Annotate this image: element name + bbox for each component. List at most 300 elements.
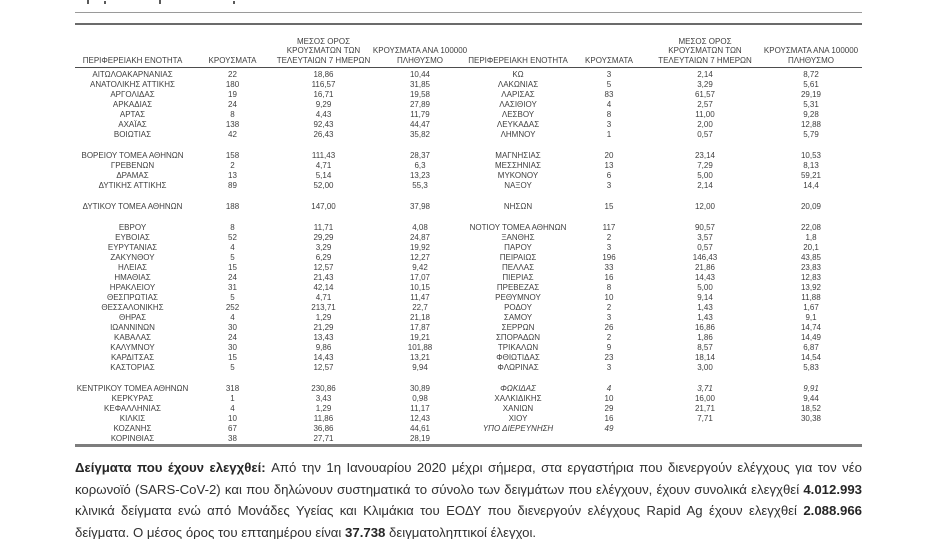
cases-value: 3 bbox=[606, 363, 612, 372]
per100k-value: 10,44 bbox=[409, 70, 431, 79]
region-name: ΧΑΝΙΩΝ bbox=[502, 404, 534, 413]
cases-value: 15 bbox=[228, 263, 237, 272]
region-name: ΠΑΡΟΥ bbox=[504, 243, 532, 252]
avg7-value: 1,43 bbox=[697, 313, 713, 322]
avg7-value: 9,14 bbox=[697, 293, 713, 302]
region-name: ΧΑΛΚΙΔΙΚΗΣ bbox=[494, 394, 542, 403]
horizontal-divider bbox=[75, 12, 862, 13]
region-name: ΘΗΡΑΣ bbox=[118, 313, 147, 322]
region-name: ΑΡΤΑΣ bbox=[119, 110, 146, 119]
per100k-value: 20,1 bbox=[803, 243, 819, 252]
table-row bbox=[75, 100, 862, 110]
avg7-value: 27,71 bbox=[313, 434, 334, 443]
per100k-value: 18,52 bbox=[800, 404, 822, 413]
region-name: ΑΙΤΩΛΟΑΚΑΡΝΑΝΙΑΣ bbox=[92, 70, 173, 79]
cases-value: 2 bbox=[230, 161, 235, 170]
per100k-value: 30,89 bbox=[409, 384, 431, 393]
avg7-value: 4,71 bbox=[315, 293, 332, 302]
per100k-value: 23,83 bbox=[800, 263, 822, 272]
per100k-value: 9,42 bbox=[412, 263, 428, 272]
cases-value: 52 bbox=[228, 233, 237, 242]
region-name: ΚΕΦΑΛΛΗΝΙΑΣ bbox=[104, 404, 161, 413]
region-name: ΚΑΡΔΙΤΣΑΣ bbox=[110, 353, 155, 362]
region-name: ΡΕΘΥΜΝΟΥ bbox=[495, 293, 541, 302]
per100k-value: 27,89 bbox=[409, 100, 431, 109]
region-name: ΜΥΚΟΝΟΥ bbox=[497, 171, 539, 180]
region-name: ΑΡΚΑΔΙΑΣ bbox=[112, 100, 153, 109]
cases-value bbox=[568, 434, 650, 446]
cases-value: 158 bbox=[225, 151, 240, 160]
column-header-per100k-left: ΚΡΟΥΣΜΑΤΑ ΑΝΑ 100000 ΠΛΗΘΥΣΜΟ bbox=[372, 24, 468, 68]
avg7-value: 21,86 bbox=[694, 263, 716, 272]
per100k-value: 13,92 bbox=[800, 283, 822, 292]
avg7-value: 147,00 bbox=[311, 202, 336, 211]
per100k-value: 8,13 bbox=[803, 161, 819, 170]
cases-value: 5 bbox=[230, 293, 235, 302]
cases-value: 23 bbox=[604, 353, 614, 362]
per100k-value: 9,1 bbox=[805, 313, 817, 322]
region-name: ΒΟΡΕΙΟΥ ΤΟΜΕΑ ΑΘΗΝΩΝ bbox=[81, 151, 184, 160]
table-row bbox=[75, 233, 862, 243]
avg7-value: 213,71 bbox=[311, 303, 336, 312]
region-name: ΠΡΕΒΕΖΑΣ bbox=[496, 283, 540, 292]
region-name: ΕΥΒΟΙΑΣ bbox=[115, 233, 150, 242]
region-name: ΔΡΑΜΑΣ bbox=[116, 171, 149, 180]
cases-value: 20 bbox=[604, 151, 614, 160]
body-text: δείγματα. Ο μέσος όρος του επταημέρου είναι bbox=[75, 524, 346, 539]
region-name: ΞΑΝΘΗΣ bbox=[501, 233, 535, 242]
column-header-cases-right: ΚΡΟΥΣΜΑΤΑ bbox=[568, 24, 650, 68]
avg7-value: 8,57 bbox=[697, 343, 713, 352]
cases-value: 4 bbox=[230, 404, 235, 413]
avg7-value: 16,00 bbox=[694, 394, 716, 403]
avg7-value: 5,00 bbox=[697, 171, 713, 180]
region-name: ΜΕΣΣΗΝΙΑΣ bbox=[495, 161, 541, 170]
per100k-value: 20,09 bbox=[800, 202, 822, 211]
cases-value: 117 bbox=[602, 223, 616, 232]
table-row bbox=[75, 181, 862, 191]
avg7-value: 12,57 bbox=[313, 263, 334, 272]
per100k-value: 14,4 bbox=[803, 181, 819, 190]
body-text: δειγματοληπτικοί έλεγχοι. bbox=[385, 524, 537, 539]
table-row bbox=[75, 68, 862, 81]
cases-value: 49 bbox=[604, 424, 614, 433]
region-name: ΣΕΡΡΩΝ bbox=[501, 323, 535, 332]
region-name: ΦΩΚΙΔΑΣ bbox=[500, 384, 536, 393]
avg7-value: 7,71 bbox=[697, 414, 713, 423]
avg7-value: 29,29 bbox=[313, 233, 334, 242]
per100k-value: 17,07 bbox=[409, 273, 431, 282]
cases-value: 26 bbox=[604, 323, 614, 332]
avg7-value: 11,71 bbox=[313, 223, 334, 232]
table-row bbox=[75, 323, 862, 333]
avg7-value: 36,86 bbox=[313, 424, 334, 433]
cases-value: 8 bbox=[606, 283, 612, 292]
avg7-value: 1,86 bbox=[697, 333, 713, 342]
samples-tested-paragraph bbox=[75, 457, 862, 539]
cases-value: 196 bbox=[602, 253, 616, 262]
cases-value: 6 bbox=[606, 171, 612, 180]
cases-value: 3 bbox=[606, 181, 612, 190]
region-name: ΠΙΕΡΙΑΣ bbox=[502, 273, 534, 282]
table-row bbox=[75, 171, 862, 181]
region-name: ΚΩ bbox=[512, 70, 524, 79]
cases-value: 31 bbox=[228, 283, 237, 292]
per100k-value: 4,08 bbox=[412, 223, 428, 232]
avg7-value: 0,57 bbox=[697, 243, 713, 252]
region-name: ΕΒΡΟΥ bbox=[118, 223, 147, 232]
per100k-value: 35,82 bbox=[409, 130, 431, 139]
avg7-value: 1,29 bbox=[315, 404, 332, 413]
avg7-value: 42,14 bbox=[313, 283, 334, 292]
group-spacer-row bbox=[75, 212, 862, 223]
avg7-value: 3,29 bbox=[697, 80, 713, 89]
cases-value: 4 bbox=[230, 313, 235, 322]
per100k-value: 14,54 bbox=[800, 353, 822, 362]
cases-value: 19 bbox=[228, 90, 237, 99]
avg7-value: 18,14 bbox=[694, 353, 716, 362]
table-row bbox=[75, 283, 862, 293]
table-row bbox=[75, 384, 862, 394]
table-row bbox=[75, 273, 862, 283]
avg7-value: 90,57 bbox=[694, 223, 716, 232]
region-name: ΝΟΤΙΟΥ ΤΟΜΕΑ ΑΘΗΝΩΝ bbox=[469, 223, 567, 232]
cases-value: 22 bbox=[228, 70, 237, 79]
table-row bbox=[75, 293, 862, 303]
cases-value: 24 bbox=[228, 100, 237, 109]
region-name: ΚΑΣΤΟΡΙΑΣ bbox=[110, 363, 155, 372]
region-name bbox=[468, 434, 568, 446]
per100k-value: 59,21 bbox=[800, 171, 822, 180]
cases-value: 24 bbox=[228, 333, 237, 342]
per100k-value: 1,8 bbox=[805, 233, 817, 242]
region-name: ΛΑΡΙΣΑΣ bbox=[501, 90, 535, 99]
avg7-value: 12,57 bbox=[313, 363, 334, 372]
table-header bbox=[75, 24, 862, 68]
region-name: ΚΑΛΥΜΝΟΥ bbox=[110, 343, 155, 352]
region-name: ΚΕΝΤΡΙΚΟΥ ΤΟΜΕΑ ΑΘΗΝΩΝ bbox=[76, 384, 189, 393]
cases-value: 15 bbox=[228, 353, 237, 362]
per100k-value: 5,83 bbox=[803, 363, 819, 372]
per100k-value: 19,21 bbox=[409, 333, 431, 342]
per100k-value: 19,58 bbox=[409, 90, 431, 99]
table-row bbox=[75, 363, 862, 373]
region-name: ΦΛΩΡΙΝΑΣ bbox=[497, 363, 539, 372]
region-name: ΚΟΡΙΝΘΙΑΣ bbox=[110, 434, 155, 443]
avg7-value: 14,43 bbox=[694, 273, 716, 282]
bold-text: 4.012.993 bbox=[803, 481, 862, 497]
group-spacer-row bbox=[75, 373, 862, 384]
avg7-value: 146,43 bbox=[692, 253, 718, 262]
cases-value: 180 bbox=[225, 80, 240, 89]
column-header-region-left: ΠΕΡΙΦΕΡΕΙΑΚΗ ΕΝΟΤΗΤΑ bbox=[75, 24, 190, 68]
per100k-value: 12,27 bbox=[409, 253, 431, 262]
region-name: ΥΠΟ ΔΙΕΡΕΥΝΗΣΗ bbox=[482, 424, 554, 433]
per100k-value: 101,88 bbox=[407, 343, 433, 352]
cases-value: 16 bbox=[604, 414, 614, 423]
cases-value: 3 bbox=[606, 120, 612, 129]
per100k-value: 6,87 bbox=[803, 343, 819, 352]
avg7-value: 11,00 bbox=[695, 110, 715, 119]
cases-value: 138 bbox=[225, 120, 240, 129]
region-name: ΣΑΜΟΥ bbox=[503, 313, 533, 322]
cases-value: 29 bbox=[604, 404, 614, 413]
per100k-value: 14,74 bbox=[800, 323, 822, 332]
per100k-value: 21,18 bbox=[409, 313, 431, 322]
avg7-value: 3,00 bbox=[697, 363, 713, 372]
cases-value: 24 bbox=[228, 273, 237, 282]
avg7-value: 26,43 bbox=[313, 130, 334, 139]
region-name: ΗΜΑΘΙΑΣ bbox=[114, 273, 151, 282]
region-name: ΛΑΣΙΘΙΟΥ bbox=[499, 100, 537, 109]
cases-value: 4 bbox=[606, 384, 612, 393]
region-name: ΓΡΕΒΕΝΩΝ bbox=[110, 161, 155, 170]
region-name: ΣΠΟΡΑΔΩΝ bbox=[495, 333, 541, 342]
per100k-value: 28,37 bbox=[409, 151, 431, 160]
avg7-value: 3,57 bbox=[697, 233, 713, 242]
region-name: ΛΕΣΒΟΥ bbox=[501, 110, 535, 119]
per100k-value: 11,17 bbox=[410, 404, 430, 413]
cases-value: 30 bbox=[228, 323, 237, 332]
region-name: ΑΡΓΟΛΙΔΑΣ bbox=[110, 90, 155, 99]
region-name: ΡΟΔΟΥ bbox=[504, 303, 532, 312]
avg7-value: 2,14 bbox=[697, 181, 713, 190]
table-row bbox=[75, 130, 862, 140]
avg7-value: 5,14 bbox=[315, 171, 332, 180]
cases-value: 8 bbox=[230, 223, 235, 232]
per100k-value: 44,47 bbox=[409, 120, 431, 129]
cases-value: 89 bbox=[228, 181, 237, 190]
cases-value: 1 bbox=[606, 130, 612, 139]
region-name: ΚΑΒΑΛΑΣ bbox=[114, 333, 151, 342]
region-name: ΤΡΙΚΑΛΩΝ bbox=[497, 343, 539, 352]
region-name: ΧΙΟΥ bbox=[508, 414, 528, 423]
avg7-value: 16,71 bbox=[313, 90, 334, 99]
per100k-value: 8,72 bbox=[803, 70, 819, 79]
table-row bbox=[75, 120, 862, 130]
per100k-value: 24,87 bbox=[409, 233, 431, 242]
cases-value: 9 bbox=[606, 343, 612, 352]
table-row bbox=[75, 424, 862, 434]
avg7-value: 9,29 bbox=[315, 100, 332, 109]
cases-value: 5 bbox=[230, 253, 235, 262]
cases-value: 10 bbox=[604, 293, 614, 302]
avg7-value bbox=[650, 424, 760, 434]
table-row bbox=[75, 253, 862, 263]
avg7-value: 12,00 bbox=[694, 202, 716, 211]
per100k-value: 9,91 bbox=[803, 384, 819, 393]
table-row bbox=[75, 90, 862, 100]
group-spacer-row bbox=[75, 191, 862, 202]
avg7-value bbox=[650, 434, 760, 446]
avg7-value: 92,43 bbox=[313, 120, 334, 129]
bold-text: 37.738 bbox=[345, 524, 386, 539]
table-row bbox=[75, 343, 862, 353]
per100k-value: 28,19 bbox=[409, 434, 431, 443]
column-header-per100k-right: ΚΡΟΥΣΜΑΤΑ ΑΝΑ 100000 ΠΛΗΘΥΣΜΟ bbox=[760, 24, 862, 68]
region-name: ΚΙΛΚΙΣ bbox=[119, 414, 146, 423]
cases-value: 2 bbox=[606, 233, 612, 242]
avg7-value: 21,71 bbox=[694, 404, 716, 413]
cases-value: 3 bbox=[606, 313, 612, 322]
avg7-value: 23,14 bbox=[694, 151, 716, 160]
avg7-value: 7,29 bbox=[697, 161, 713, 170]
avg7-value: 6,29 bbox=[315, 253, 332, 262]
avg7-value: 3,71 bbox=[697, 384, 713, 393]
avg7-value: 16,86 bbox=[694, 323, 716, 332]
clipped-text-remnant bbox=[75, 0, 475, 5]
cases-value: 42 bbox=[228, 130, 237, 139]
table-row bbox=[75, 263, 862, 273]
region-name: ΝΗΣΩΝ bbox=[503, 202, 533, 211]
avg7-value: 4,71 bbox=[315, 161, 332, 170]
per100k-value: 10,53 bbox=[800, 151, 822, 160]
cases-value: 30 bbox=[228, 343, 237, 352]
per100k-value: 19,92 bbox=[409, 243, 431, 252]
table-row bbox=[75, 353, 862, 363]
column-header-cases-left: ΚΡΟΥΣΜΑΤΑ bbox=[190, 24, 275, 68]
region-name: ΗΛΕΙΑΣ bbox=[118, 263, 147, 272]
per100k-value: 11,47 bbox=[410, 293, 430, 302]
cases-value: 10 bbox=[604, 394, 614, 403]
per100k-value: 37,98 bbox=[409, 202, 431, 211]
region-name: ΛΗΜΝΟΥ bbox=[500, 130, 536, 139]
avg7-value: 21,29 bbox=[313, 323, 334, 332]
regional-cases-table bbox=[75, 23, 862, 447]
per100k-value: 6,3 bbox=[414, 161, 426, 170]
cases-value: 67 bbox=[228, 424, 237, 433]
per100k-value: 11,79 bbox=[410, 110, 430, 119]
per100k-value: 0,98 bbox=[412, 394, 428, 403]
region-name: ΚΟΖΑΝΗΣ bbox=[113, 424, 152, 433]
avg7-value: 61,57 bbox=[694, 90, 716, 99]
table-row bbox=[75, 414, 862, 424]
region-name: ΠΕΛΛΑΣ bbox=[501, 263, 535, 272]
per100k-value: 14,49 bbox=[800, 333, 822, 342]
avg7-value: 1,29 bbox=[315, 313, 332, 322]
region-name: ΦΘΙΩΤΙΔΑΣ bbox=[496, 353, 540, 362]
per100k-value: 9,94 bbox=[412, 363, 428, 372]
region-name: ΑΧΑΪΑΣ bbox=[118, 120, 147, 129]
table-row bbox=[75, 404, 862, 414]
per100k-value: 29,19 bbox=[800, 90, 822, 99]
table-row bbox=[75, 313, 862, 323]
per100k-value: 9,44 bbox=[803, 394, 819, 403]
table-row bbox=[75, 223, 862, 233]
avg7-value: 116,57 bbox=[311, 80, 336, 89]
avg7-value: 9,86 bbox=[315, 343, 332, 352]
region-name: ΛΑΚΩΝΙΑΣ bbox=[497, 80, 539, 89]
avg7-value: 52,00 bbox=[313, 181, 334, 190]
region-name: ΚΕΡΚΥΡΑΣ bbox=[111, 394, 154, 403]
cases-value: 5 bbox=[230, 363, 235, 372]
avg7-value: 5,00 bbox=[697, 283, 713, 292]
region-name: ΗΡΑΚΛΕΙΟΥ bbox=[109, 283, 156, 292]
region-name: ΕΥΡΥΤΑΝΙΑΣ bbox=[107, 243, 158, 252]
region-name: ΛΕΥΚΑΔΑΣ bbox=[496, 120, 540, 129]
cases-value: 4 bbox=[606, 100, 612, 109]
region-name: ΔΥΤΙΚΟΥ ΤΟΜΕΑ ΑΘΗΝΩΝ bbox=[82, 202, 183, 211]
per100k-value: 43,85 bbox=[800, 253, 822, 262]
avg7-value: 0,57 bbox=[697, 130, 713, 139]
avg7-value: 11,86 bbox=[313, 414, 334, 423]
per100k-value: 5,79 bbox=[803, 130, 819, 139]
cases-value: 13 bbox=[228, 171, 237, 180]
avg7-value: 4,43 bbox=[315, 110, 332, 119]
per100k-value: 10,15 bbox=[409, 283, 431, 292]
avg7-value: 230,86 bbox=[311, 384, 336, 393]
region-name: ΝΑΞΟΥ bbox=[504, 181, 532, 190]
table-row bbox=[75, 243, 862, 253]
avg7-value: 2,57 bbox=[697, 100, 713, 109]
region-name: ΖΑΚΥΝΘΟΥ bbox=[110, 253, 155, 262]
region-name: ΘΕΣΠΡΩΤΙΑΣ bbox=[107, 293, 158, 302]
per100k-value bbox=[760, 434, 862, 446]
per100k-value: 11,88 bbox=[801, 293, 821, 302]
cases-value: 252 bbox=[225, 303, 240, 312]
avg7-value: 21,43 bbox=[313, 273, 334, 282]
table-row bbox=[75, 80, 862, 90]
avg7-value: 111,43 bbox=[311, 151, 336, 160]
per100k-value: 12,88 bbox=[800, 120, 822, 129]
cases-value: 10 bbox=[228, 414, 237, 423]
table-row bbox=[75, 333, 862, 343]
per100k-value: 44,61 bbox=[409, 424, 431, 433]
table-section bbox=[75, 23, 862, 539]
group-spacer-row bbox=[75, 140, 862, 151]
cases-value: 2 bbox=[606, 303, 612, 312]
per100k-value: 12,43 bbox=[409, 414, 431, 423]
cases-value: 1 bbox=[230, 394, 235, 403]
avg7-value: 14,43 bbox=[313, 353, 334, 362]
per100k-value: 31,85 bbox=[409, 80, 431, 89]
per100k-value: 22,08 bbox=[800, 223, 822, 232]
region-name: ΠΕΙΡΑΙΩΣ bbox=[499, 253, 537, 262]
avg7-value: 3,43 bbox=[315, 394, 332, 403]
per100k-value: 9,28 bbox=[803, 110, 819, 119]
region-name: ΘΕΣΣΑΛΟΝΙΚΗΣ bbox=[101, 303, 164, 312]
cases-value: 3 bbox=[606, 70, 612, 79]
region-name: ΔΥΤΙΚΗΣ ΑΤΤΙΚΗΣ bbox=[98, 181, 167, 190]
table-row bbox=[75, 151, 862, 161]
per100k-value: 5,31 bbox=[803, 100, 819, 109]
per100k-value: 12,83 bbox=[800, 273, 822, 282]
column-header-avg7-right: ΜΕΣΟΣ ΟΡΟΣ ΚΡΟΥΣΜΑΤΩΝ ΤΩΝ ΤΕΛΕΥΤΑΙΩΝ 7 ΗΜΕΡΩΝ bbox=[650, 24, 760, 68]
cases-value: 16 bbox=[604, 273, 614, 282]
cases-value: 4 bbox=[230, 243, 235, 252]
region-name: ΜΑΓΝΗΣΙΑΣ bbox=[495, 151, 541, 160]
table-row bbox=[75, 110, 862, 120]
cases-value: 318 bbox=[225, 384, 240, 393]
table-row bbox=[75, 434, 862, 446]
per100k-value bbox=[760, 424, 862, 434]
table-row bbox=[75, 303, 862, 313]
per100k-value: 30,38 bbox=[800, 414, 822, 423]
avg7-value: 2,00 bbox=[697, 120, 713, 129]
region-name: ΒΟΙΩΤΙΑΣ bbox=[113, 130, 152, 139]
cases-value: 188 bbox=[225, 202, 240, 211]
avg7-value: 13,43 bbox=[313, 333, 334, 342]
region-name: ΑΝΑΤΟΛΙΚΗΣ ΑΤΤΙΚΗΣ bbox=[90, 80, 175, 89]
cases-value: 33 bbox=[604, 263, 614, 272]
cases-value: 8 bbox=[606, 110, 612, 119]
table-row bbox=[75, 202, 862, 212]
table-row bbox=[75, 394, 862, 404]
per100k-value: 55,3 bbox=[412, 181, 428, 190]
body-text: κλινικά δείγματα ενώ από Μονάδες Υγείας και Κλιμάκια του ΕΟΔΥ που διενεργούν ελέγχους Rapid Ag έχουν ελεγχθεί bbox=[75, 503, 804, 518]
cases-value: 38 bbox=[228, 434, 237, 443]
table-row bbox=[75, 161, 862, 171]
